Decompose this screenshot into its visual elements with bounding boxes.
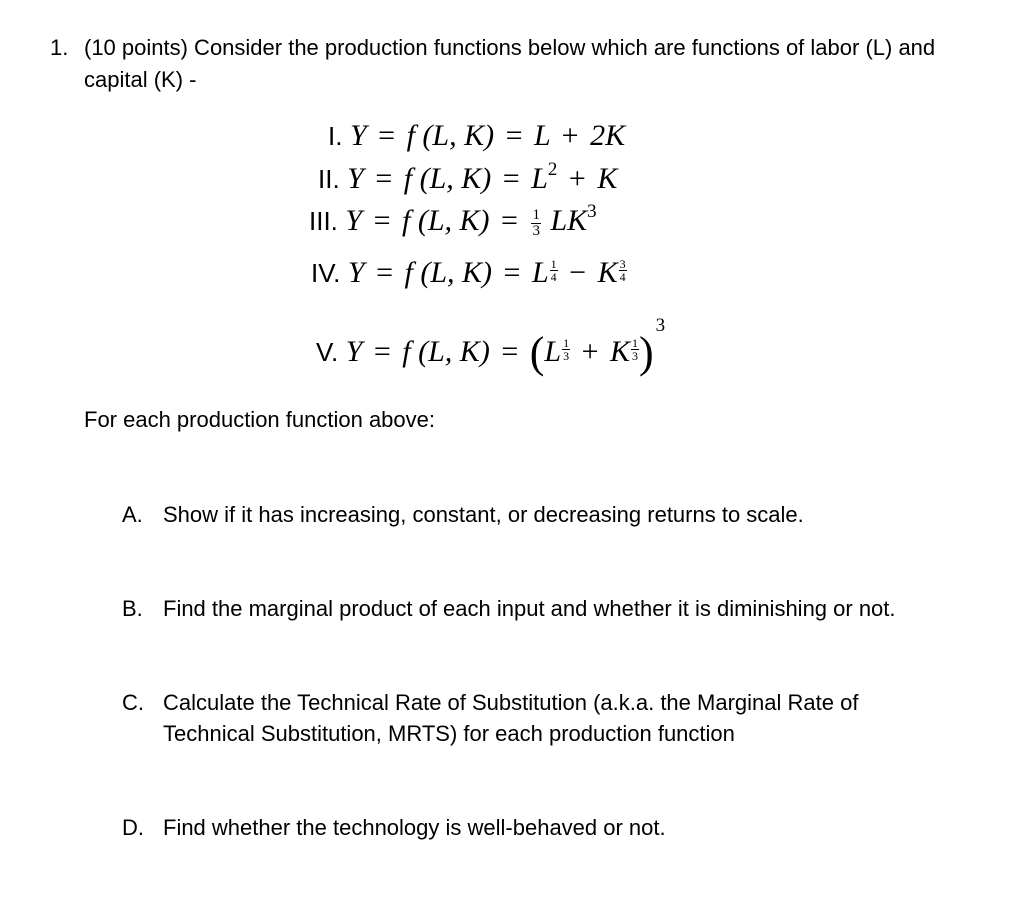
equation-label: III. (309, 206, 338, 236)
exponent-one-fourth: $\frac{1}{4}$ (550, 257, 557, 284)
subquestion-b-text: Find the marginal product of each input and whether it is diminishing or not. (163, 596, 896, 621)
question-text-line2: capital (K) - (84, 67, 197, 92)
subquestion-d-text: Find whether the technology is well-behaved or not. (163, 815, 666, 840)
question-text-line1: (10 points) Consider the production functions below which are functions of labor (L) and (84, 35, 936, 60)
subquestion-c-text-line2: Technical Substitution, MRTS) for each production function (163, 721, 735, 746)
equation-label: II. (318, 164, 340, 194)
equation-2: II. Y = f (L, $K) = L^2 + K$ (318, 159, 618, 195)
equation-3: III. Y = f (L, K) = $\frac{1}{3}$ $LK^3$ (309, 201, 597, 239)
subquestion-a-letter: A. (122, 502, 143, 527)
subquestion-b-letter: B. (122, 596, 143, 621)
exponent-one-third: $\frac{1}{3}$ (563, 336, 570, 363)
exponent-three-fourths: $\frac{3}{4}$ (619, 257, 626, 284)
equation-label: IV. (311, 258, 341, 288)
equation-1: I. Y = f (L, K) = L + 2K (328, 119, 626, 152)
fraction-one-third: $\frac{1}{3}$ (532, 206, 540, 239)
question-number: 1. (50, 35, 69, 60)
equation-label: I. (328, 121, 343, 151)
equation-4: IV. Y = f (L, K) = L $\frac{1}{4}$ − K $\frac{3}{4}$ (311, 256, 626, 289)
subquestion-c-text: Calculate the Technical Rate of Substitution (a.k.a. the Marginal Rate of (163, 690, 859, 715)
exponent-one-third: $\frac{1}{3}$ (632, 336, 639, 363)
subquestion-d-letter: D. (122, 815, 144, 840)
subquestion-a-text: Show if it has increasing, constant, or decreasing returns to scale. (163, 502, 804, 527)
equation-label: V. (316, 337, 339, 367)
subquestion-c-letter: C. (122, 690, 144, 715)
equation-5: V. Y = f (L, K) = (L $\frac{1}{3}$ + K $\frac{1}{3}$ )$^3$ (316, 315, 666, 377)
instruction-text: For each production function above: (84, 407, 436, 432)
